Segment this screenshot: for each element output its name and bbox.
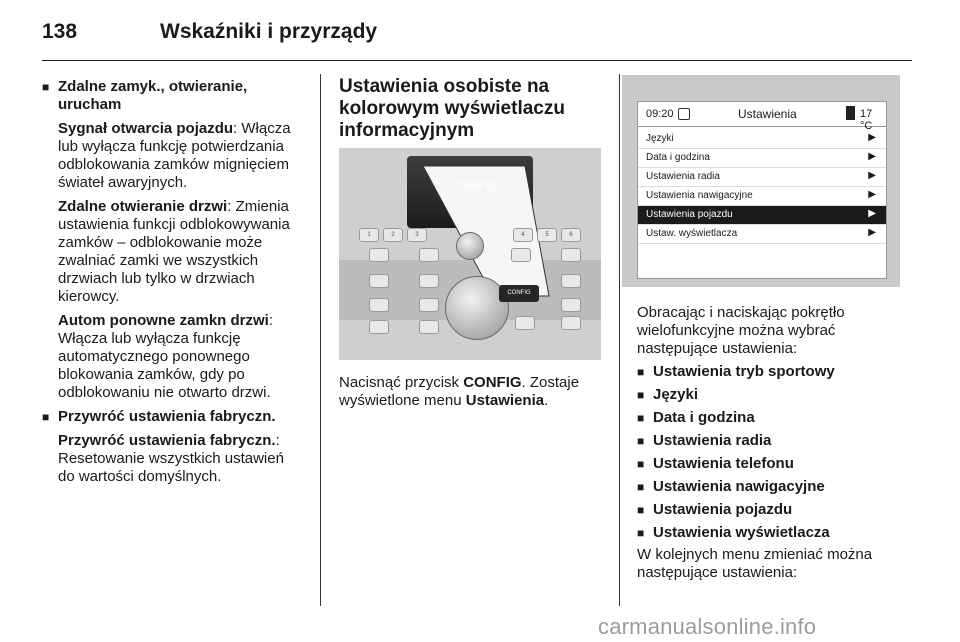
paragraph-auto-relock: Autom ponowne zamkn drzwi: Włącza lub wyłącza funkcję automatycznego ponownego blokowania zamków, gdy po odblokowaniu nie otwarto drzwi.: [58, 312, 274, 401]
bullet-item-factory-reset: [42, 408, 314, 426]
page-number: 138: [42, 20, 78, 43]
page-header: [42, 16, 912, 61]
chevron-right-icon: ▶: [868, 208, 876, 219]
console-key: [561, 274, 581, 288]
settings-list-item: [637, 386, 907, 404]
console-key: [515, 316, 535, 330]
settings-list-label: Ustawienia tryb sportowy: [653, 363, 835, 380]
preset-key: 4: [513, 228, 533, 242]
screen-menu-item-label: Ustaw. wyświetlacza: [646, 228, 738, 239]
column-middle-text: Nacisnąć przycisk CONFIG. Zostaje wyświetlone menu Ustawienia.: [339, 374, 580, 409]
bullet-square-icon: ■: [637, 388, 645, 402]
clock: 09:20: [646, 108, 674, 120]
bullet-square-icon: ■: [637, 365, 645, 379]
term: Przywróć ustawienia fabryczn.: [58, 432, 276, 449]
term: Zdalne otwieranie drzwi: [58, 198, 228, 215]
config-screen-label: CONFIG: [457, 181, 496, 192]
settings-list-item: [637, 478, 907, 496]
settings-list-item: [637, 524, 907, 542]
bullet-square-icon: ■: [42, 410, 50, 424]
console-key: [419, 320, 439, 334]
term: Sygnał otwarcia pojazdu: [58, 120, 234, 137]
term: Autom ponowne zamkn drzwi: [58, 312, 269, 329]
screen-menu-item: [638, 130, 886, 149]
console-key: [561, 316, 581, 330]
screen-menu-title: Ustawienia: [738, 107, 797, 121]
preset-key: 5: [537, 228, 557, 242]
item-title-line: Zdalne zamyk., otwieranie,: [58, 78, 248, 95]
preset-key: 6: [561, 228, 581, 242]
item-title-line: urucham: [58, 96, 122, 113]
phone-icon: [846, 106, 855, 120]
bullet-square-icon: ■: [637, 457, 645, 471]
settings-list: [637, 363, 907, 542]
settings-list-item: [637, 409, 907, 427]
settings-list-item: [637, 501, 907, 519]
settings-panel: [637, 101, 887, 279]
config-label: CONFIG: [463, 374, 522, 391]
bullet-square-icon: ■: [637, 434, 645, 448]
column-middle: [339, 76, 609, 142]
preset-key: 3: [407, 228, 427, 242]
watermark: carmanualsonline.info: [598, 614, 817, 639]
column-divider-1: [320, 74, 321, 606]
column-left: [42, 78, 314, 486]
bullet-square-icon: ■: [637, 480, 645, 494]
bullet-square-icon: ■: [637, 503, 645, 517]
settings-list-label: Ustawienia radia: [653, 432, 772, 449]
console-key: [369, 298, 389, 312]
bullet-square-icon: ■: [637, 526, 645, 540]
page-title: Wskaźniki i przyrządy: [160, 20, 378, 43]
volume-knob: [456, 232, 484, 260]
column-divider-2: [619, 74, 620, 606]
console-key: [419, 274, 439, 288]
settings-list-label: Data i godzina: [653, 409, 755, 426]
preset-key: 2: [383, 228, 403, 242]
console-illustration: [339, 148, 601, 360]
paragraph-factory-reset: Przywróć ustawienia fabryczn.: Resetowanie wszystkich ustawień do wartości domyślnych.: [58, 432, 284, 485]
settings-list-item: [637, 432, 907, 450]
bullet-square-icon: ■: [637, 411, 645, 425]
settings-list-label: Ustawienia nawigacyjne: [653, 478, 825, 495]
menu-name: Ustawienia: [465, 392, 545, 409]
bullet-item-remote-locking: [42, 78, 314, 114]
console-key: [561, 298, 581, 312]
screen-menu-item-label: Ustawienia nawigacyjne: [646, 190, 753, 201]
chevron-right-icon: ▶: [868, 170, 876, 181]
settings-list-item: [637, 363, 907, 381]
console-key: [561, 248, 581, 262]
screen-menu-item-label: Języki: [646, 133, 674, 144]
chevron-right-icon: ▶: [868, 151, 876, 162]
screen-top-bar: [638, 102, 886, 132]
screen-menu-item-label: Ustawienia radia: [646, 171, 720, 182]
screen-menu-item: [638, 149, 886, 168]
screen-menu-item-label: Data i godzina: [646, 152, 710, 163]
section-heading: Ustawienia osobiste na: [339, 76, 550, 97]
config-button: CONFIG: [499, 285, 539, 302]
item-title-line: Przywróć ustawienia fabryczn.: [58, 408, 276, 425]
paragraph-signal: Sygnał otwarcia pojazdu: Włącza lub wyłącza funkcję potwierdzania odblokowania zamków mignięciem świateł awaryjnych.: [58, 120, 291, 191]
settings-list-label: Ustawienia pojazdu: [653, 501, 793, 518]
console-key: [369, 320, 389, 334]
clock-icon: [678, 108, 690, 120]
console-key: [511, 248, 531, 262]
settings-list-label: Ustawienia wyświetlacza: [653, 524, 830, 541]
settings-screen-illustration: [622, 75, 900, 287]
settings-list-label: Ustawienia telefonu: [653, 455, 794, 472]
chevron-right-icon: ▶: [868, 132, 876, 143]
column-right: Obracając i naciskając pokrętło wielofunkcyjne można wybrać następujące ustawienia: ■ Ustawienia tryb sportowy ■ Języki ■ Data i godzina ■ Ustawienia radia ■ Ustawienia telefonu ■ Ustawienia nawigacyjne ■ Ustawienia pojazdu ■ Ustawienia wyświetlacza W kolejnych menu zmieniać można następujące ustawienia:: [637, 304, 907, 582]
bullet-square-icon: ■: [42, 80, 50, 94]
chevron-right-icon: ▶: [868, 189, 876, 200]
console-key: [369, 248, 389, 262]
console-key: [419, 298, 439, 312]
preset-key: 1: [359, 228, 379, 242]
screen-menu-item: [638, 168, 886, 187]
console-key: [419, 248, 439, 262]
section-heading: kolorowym wyświetlaczu: [339, 98, 565, 119]
screen-menu-item: [638, 225, 886, 244]
screen-menu-item: [638, 187, 886, 206]
settings-list-item: [637, 455, 907, 473]
console-key: [369, 274, 389, 288]
screen-menu-item-label: Ustawienia pojazdu: [646, 209, 733, 220]
section-heading: informacyjnym: [339, 120, 475, 141]
paragraph-remote-open: Zdalne otwieranie drzwi: Zmienia ustawienia funkcji odblokowywania zamków – odblokowanie może zwalniać zamki we wszystkich drzwiach lub tylko w drzwiach kierowcy.: [58, 198, 290, 305]
screen-menu-item: [638, 206, 886, 225]
temperature: 17 °C: [860, 108, 873, 132]
chevron-right-icon: ▶: [868, 227, 876, 238]
settings-list-label: Języki: [653, 386, 699, 403]
